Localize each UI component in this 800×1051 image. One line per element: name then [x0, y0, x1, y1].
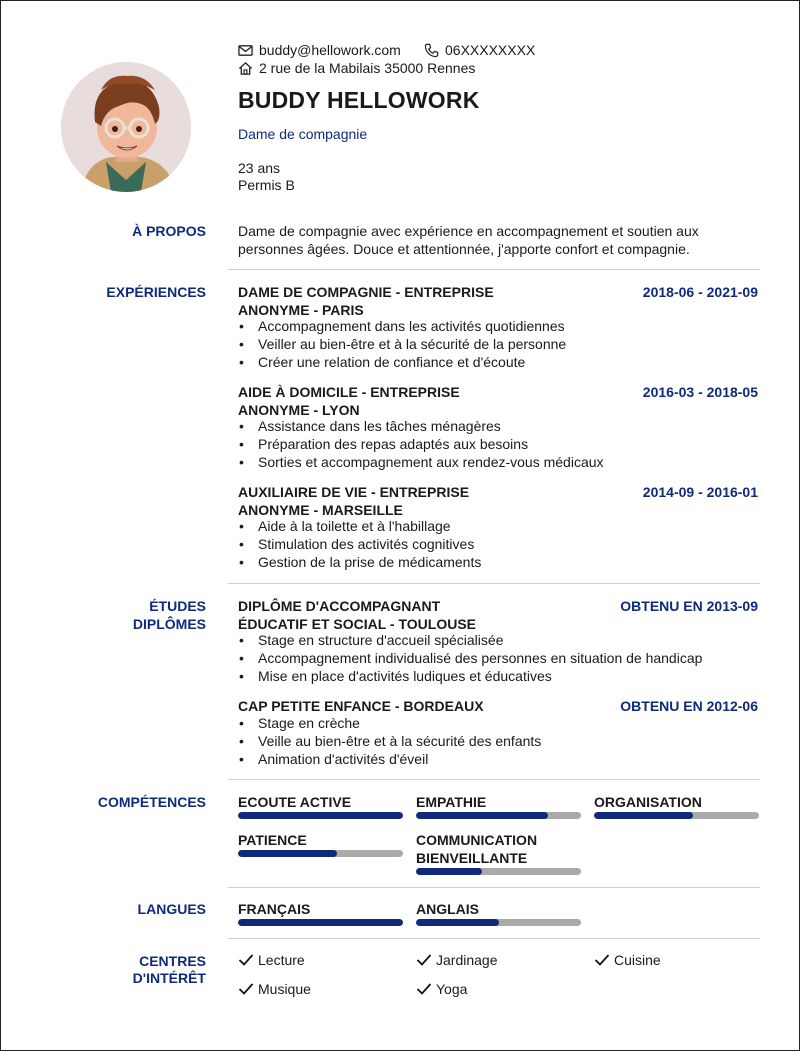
- language-name: FRANÇAIS: [238, 901, 311, 917]
- interest-item: [416, 952, 498, 968]
- language-level-bar: [238, 919, 403, 926]
- address-text: 2 rue de la Mabilais 35000 Rennes: [259, 60, 476, 76]
- contact-email: [238, 42, 401, 58]
- list-item: • Animation d'activités d'éveil: [238, 751, 541, 769]
- skill-level-fill: [416, 812, 548, 819]
- list-item: • Accompagnement individualisé des personnes en situation de handicap: [238, 650, 702, 668]
- skill-level-fill: [416, 868, 482, 875]
- list-item: • Mise en place d'activités ludiques et éducatives: [238, 668, 702, 686]
- skill-level-bar: [416, 868, 581, 875]
- email-text: buddy@hellowork.com: [259, 42, 401, 58]
- separator: [228, 938, 760, 939]
- separator: [228, 887, 760, 888]
- experience-2-role: AIDE À DOMICILE - ENTREPRISE: [238, 384, 460, 400]
- skill-name: ECOUTE ACTIVE: [238, 794, 352, 810]
- skill-level-fill: [238, 812, 403, 819]
- experience-2-tasks: [238, 418, 604, 471]
- education-2-details: [238, 715, 541, 768]
- education-heading-line-1: ÉTUDES: [149, 598, 206, 614]
- language-item: [416, 900, 581, 926]
- mail-icon: [238, 43, 253, 58]
- interest-item: [238, 981, 311, 997]
- avatar: [61, 62, 191, 192]
- list-item: • Veille au bien-être et à la sécurité des enfants: [238, 733, 541, 751]
- skill-item: [416, 831, 581, 875]
- age: 23 ans: [238, 160, 281, 176]
- language-level-fill: [416, 919, 499, 926]
- language-item: [238, 900, 403, 926]
- language-level-bar: [416, 919, 581, 926]
- list-item: • Gestion de la prise de médicaments: [238, 554, 481, 572]
- interests-heading-line-2: D'INTÉRÊT: [132, 970, 206, 986]
- experience-2-company: ANONYME - LYON: [238, 402, 360, 418]
- driving-license: Permis B: [238, 177, 295, 193]
- candidate-name: BUDDY HELLOWORK: [238, 87, 480, 113]
- experience-2-dates: 2016-03 - 2018-05: [642, 384, 758, 400]
- education-heading-line-2: DIPLÔMES: [132, 616, 206, 632]
- list-item: • Stage en crèche: [238, 715, 541, 733]
- checkmark-icon: [416, 953, 432, 967]
- interest-item: [238, 952, 305, 968]
- skill-name: ORGANISATION: [594, 794, 702, 810]
- list-item: • Stage en structure d'accueil spécialisée: [238, 632, 702, 650]
- interest-label: Jardinage: [436, 952, 498, 968]
- experience-3-tasks: [238, 518, 481, 571]
- list-item: • Aide à la toilette et à l'habillage: [238, 518, 481, 536]
- phone-icon: [424, 43, 439, 58]
- language-level-fill: [238, 919, 403, 926]
- skill-level-bar: [238, 812, 403, 819]
- education-1-details: [238, 632, 702, 685]
- phone-text: 06XXXXXXXX: [445, 42, 536, 58]
- experience-3-role: AUXILIAIRE DE VIE - ENTREPRISE: [238, 484, 470, 500]
- home-icon: [238, 61, 253, 76]
- separator: [228, 583, 760, 584]
- skill-item: [594, 793, 759, 819]
- skill-item: [416, 793, 581, 819]
- about-line-1: Dame de compagnie avec expérience en accompagnement et soutien aux: [238, 223, 699, 239]
- experience-1-tasks: [238, 318, 566, 371]
- interest-label: Yoga: [436, 981, 468, 997]
- skill-level-fill: [594, 812, 693, 819]
- skill-name: EMPATHIE: [416, 794, 487, 810]
- list-item: • Assistance dans les tâches ménagères: [238, 418, 604, 436]
- skill-level-bar: [238, 850, 403, 857]
- interests-heading-line-1: CENTRES: [139, 953, 206, 969]
- contact-phone: [424, 42, 535, 58]
- skills-heading: COMPÉTENCES: [97, 794, 206, 810]
- list-item: • Préparation des repas adaptés aux besoins: [238, 436, 604, 454]
- experience-1-dates: 2018-06 - 2021-09: [642, 284, 758, 300]
- list-item: • Sorties et accompagnement aux rendez-vous médicaux: [238, 454, 604, 472]
- interest-item: [416, 981, 467, 997]
- about-heading: À PROPOS: [132, 223, 206, 239]
- interest-label: Cuisine: [614, 952, 661, 968]
- skill-name-line-2: BIENVEILLANTE: [416, 850, 528, 866]
- skill-level-fill: [238, 850, 337, 857]
- interest-label: Lecture: [258, 952, 305, 968]
- interest-item: [594, 952, 661, 968]
- separator: [228, 269, 760, 270]
- separator: [228, 779, 760, 780]
- skill-name: COMMUNICATION: [416, 832, 538, 848]
- skill-item: [238, 831, 403, 857]
- checkmark-icon: [238, 953, 254, 967]
- education-2-date: OBTENU EN 2012-06: [620, 698, 758, 714]
- job-title: Dame de compagnie: [238, 126, 368, 142]
- language-name: ANGLAIS: [416, 901, 479, 917]
- checkmark-icon: [238, 982, 254, 996]
- skill-level-bar: [416, 812, 581, 819]
- skill-level-bar: [594, 812, 759, 819]
- experience-3-company: ANONYME - MARSEILLE: [238, 502, 403, 518]
- list-item: • Veiller au bien-être et à la sécurité de la personne: [238, 336, 566, 354]
- list-item: • Créer une relation de confiance et d'écoute: [238, 354, 566, 372]
- experience-3-dates: 2014-09 - 2016-01: [642, 484, 758, 500]
- education-1-date: OBTENU EN 2013-09: [620, 598, 758, 614]
- experience-1-company: ANONYME - PARIS: [238, 302, 364, 318]
- languages-heading: LANGUES: [137, 901, 206, 917]
- contact-address: [238, 60, 475, 76]
- checkmark-icon: [416, 982, 432, 996]
- skill-name: PATIENCE: [238, 832, 307, 848]
- education-1-title-line-1: DIPLÔME D'ACCOMPAGNANT: [238, 598, 441, 614]
- about-line-2: personnes âgées. Douce et attentionnée, j'apporte confort et compagnie.: [238, 241, 690, 257]
- skill-item: [238, 793, 403, 819]
- list-item: • Stimulation des activités cognitives: [238, 536, 481, 554]
- interest-label: Musique: [258, 981, 311, 997]
- avatar-illustration: [61, 62, 191, 192]
- education-2-title: CAP PETITE ENFANCE - BORDEAUX: [238, 698, 484, 714]
- checkmark-icon: [594, 953, 610, 967]
- list-item: • Accompagnement dans les activités quotidiennes: [238, 318, 566, 336]
- education-1-title-line-2: ÉDUCATIF ET SOCIAL - TOULOUSE: [238, 616, 477, 632]
- experience-1-role: DAME DE COMPAGNIE - ENTREPRISE: [238, 284, 494, 300]
- experiences-heading: EXPÉRIENCES: [106, 284, 206, 300]
